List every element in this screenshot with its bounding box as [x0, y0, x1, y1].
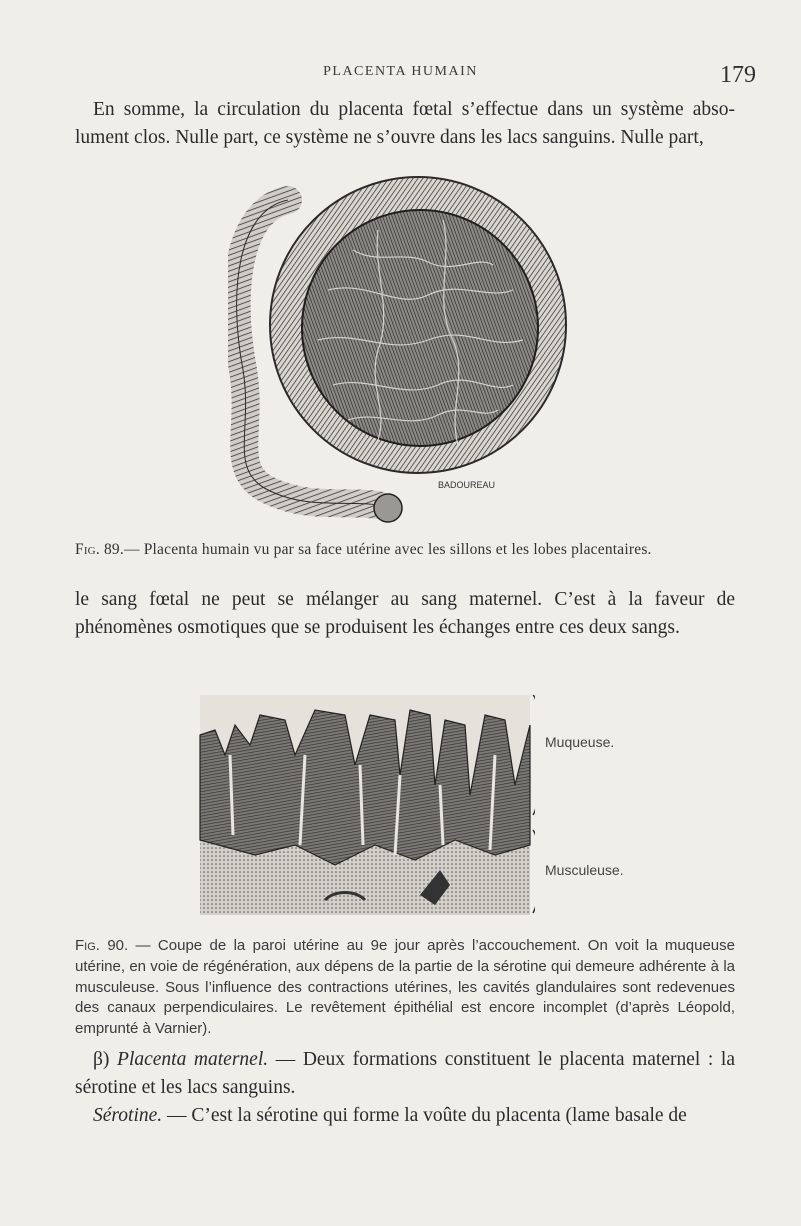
running-head: PLACENTA HUMAIN	[323, 64, 478, 79]
figure-89-caption	[75, 541, 775, 559]
engraver-signature: BADOUREAU	[438, 480, 496, 490]
placenta-illustration	[228, 170, 568, 530]
label-musculeuse: Musculeuse.	[545, 862, 624, 878]
paragraph-4	[75, 1102, 735, 1130]
section-title-placenta-maternel: Placenta maternel.	[117, 1049, 269, 1070]
figure-89-caption-text: — Placenta humain vu par sa face utérine avec les sillons et les lobes placentaires.	[123, 541, 652, 558]
section-title-serotine: Sérotine.	[93, 1105, 163, 1126]
section-marker: β)	[93, 1049, 110, 1070]
label-muqueuse: Muqueuse.	[545, 734, 615, 750]
placenta-engraving	[228, 170, 568, 530]
figure-90-caption-text: — Coupe de la paroi utérine au 9e jour après l’accouchement. On voit la muqueuse utérine, en voie de régénération, aux dépens de la partie de la sérotine qui demeure adhérente à la musculeuse. Sous l’influence des contractions utérines, les cavités glandulaires sont redevenues des canaux perpendiculaires. Le revêtement épithélial est encore incomplet (d’après Léopold, emprunté à Varnier).	[75, 937, 735, 1038]
uterine-section-engraving	[195, 695, 535, 915]
figure-90-caption	[75, 936, 735, 1040]
paragraph-1: En somme, la circulation du placenta fœtal s’effectue dans un système abso-lument clos. Nulle part, ce système ne s’ouvre dans les lacs sanguins. Nulle part,	[75, 99, 735, 148]
page-number: 179	[720, 62, 756, 88]
paragraph-3	[75, 1046, 735, 1102]
uterine-wall-section-illustration	[195, 695, 535, 915]
paragraph-3-text: — Deux formations constituent le placenta maternel : la sérotine et les lacs sanguins.	[75, 1049, 736, 1098]
figure-90-label: Fig. 90.	[75, 937, 129, 954]
paragraph-2: le sang fœtal ne peut se mélanger au sang maternel. C’est à la faveur de phénomènes osmotiques que se produisent les échanges entre ces deux sangs.	[75, 589, 735, 638]
paragraph-4-text: — C’est la sérotine qui forme la voûte du placenta (lame basale de	[162, 1105, 687, 1126]
figure-89-label: Fig. 89.	[75, 541, 124, 558]
